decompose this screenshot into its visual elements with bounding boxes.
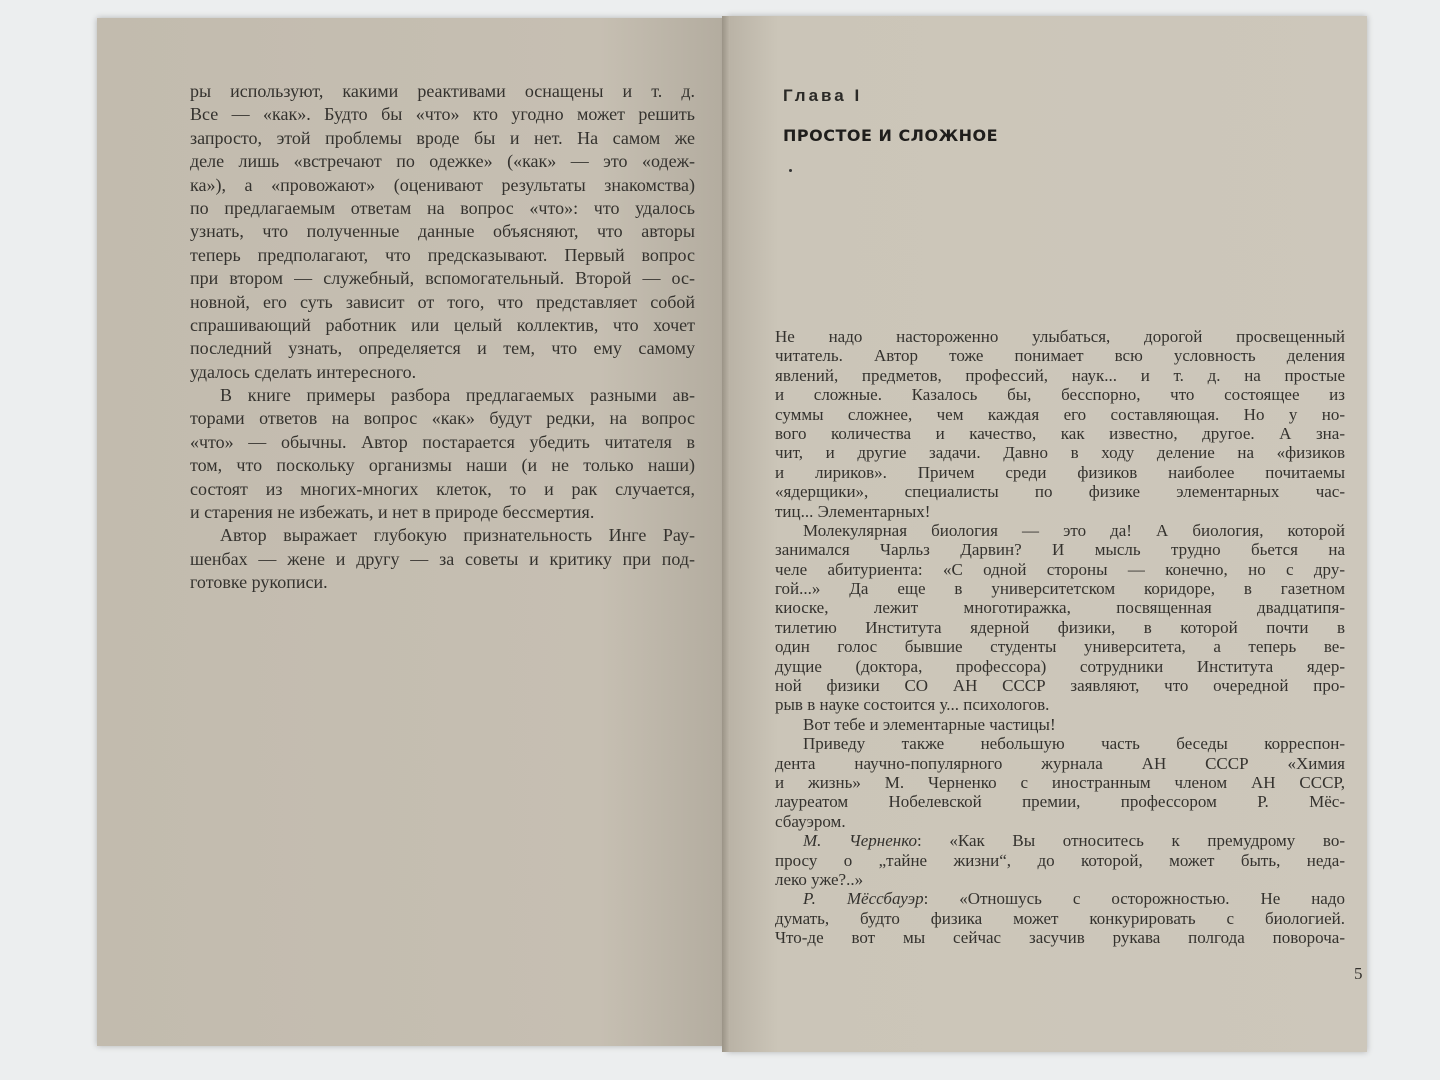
line-text: новной, его суть зависит от того, что представляет собой bbox=[190, 291, 695, 312]
line-text: и лириков». Причем среди физиков наиболее почитаемы bbox=[775, 462, 1345, 482]
line-text: запросто, этой проблемы вроде бы и нет. На самом же bbox=[190, 127, 695, 148]
line-text: один голос бывшие студенты университета, а теперь ве- bbox=[775, 637, 1345, 657]
line-text: спрашивающий работник или целый коллектив, что хочет bbox=[190, 314, 695, 335]
text-line bbox=[775, 831, 1345, 850]
line-text: просу о „тайне жизни“, до которой, может быть, неда- bbox=[775, 850, 1345, 870]
line-text: сбауэром. bbox=[775, 811, 846, 831]
line-text: ной физики СО АН СССР заявляют, что очередной про- bbox=[775, 676, 1345, 696]
text-line bbox=[775, 734, 1345, 753]
line-text: торами ответов на вопрос «как» будут редки, на вопрос bbox=[190, 408, 695, 429]
chapter-label: Глава I bbox=[783, 86, 863, 105]
line-text: «ядерщики», специалисты по физике элементарных час- bbox=[775, 482, 1345, 502]
text-line bbox=[775, 327, 1345, 346]
ink-dot bbox=[789, 169, 792, 172]
text-line bbox=[775, 463, 1345, 482]
text-line bbox=[190, 384, 695, 407]
line-text: киоске, лежит многотиражка, посвященная двадцатипя- bbox=[775, 598, 1345, 618]
text-line bbox=[775, 715, 1345, 734]
text-line bbox=[190, 197, 695, 220]
text-line bbox=[775, 870, 1345, 889]
line-text: чит, и другие задачи. Давно в ходу деление на «физиков bbox=[775, 443, 1345, 463]
speaker-name: М. Черненко bbox=[803, 831, 918, 851]
line-text: Вот тебе и элементарные частицы! bbox=[803, 714, 1056, 734]
line-text: челе абитуриента: «С одной стороны — конечно, но с дру- bbox=[775, 559, 1345, 579]
line-text: том, что поскольку организмы наши (и не только наши) bbox=[190, 455, 695, 476]
book-spine bbox=[722, 16, 730, 1052]
line-text: лауреатом Нобелевской премии, профессором Р. Мёс- bbox=[775, 792, 1345, 812]
text-line bbox=[775, 443, 1345, 462]
line-text: тилетию Института ядерной физики, в которой почти в bbox=[775, 617, 1345, 637]
line-text: леко уже?..» bbox=[775, 869, 864, 889]
page-number: 5 bbox=[1354, 964, 1363, 983]
text-line bbox=[190, 150, 695, 173]
line-text: читатель. Автор тоже понимает всю условность деления bbox=[775, 346, 1345, 366]
text-line bbox=[775, 521, 1345, 540]
text-line bbox=[190, 361, 695, 384]
text-line bbox=[775, 889, 1345, 908]
text-line bbox=[775, 482, 1345, 501]
line-text: : «Отношусь с осторожностью. Не надо bbox=[923, 889, 1345, 909]
line-text: узнать, что полученные данные объясняют, что авторы bbox=[190, 221, 695, 242]
text-line bbox=[775, 637, 1345, 656]
text-line bbox=[775, 909, 1345, 928]
text-line bbox=[775, 851, 1345, 870]
line-text: и жизнь» М. Черненко с иностранным членом АН СССР, bbox=[775, 772, 1345, 792]
line-text: явлений, предметов, профессий, наук... и т. д. на простые bbox=[775, 365, 1345, 385]
line-text: дента научно-популярного журнала АН СССР «Химия bbox=[775, 753, 1345, 773]
line-text: «что» — обычны. Автор постарается убедить читателя в bbox=[190, 431, 695, 452]
text-line bbox=[190, 501, 695, 524]
text-line bbox=[775, 792, 1345, 811]
text-line bbox=[190, 314, 695, 337]
text-line bbox=[190, 291, 695, 314]
text-line bbox=[775, 695, 1345, 714]
line-text: по предлагаемым ответам на вопрос «что»: что удалось bbox=[190, 197, 695, 218]
text-line bbox=[775, 618, 1345, 637]
text-line bbox=[775, 424, 1345, 443]
line-text: Молекулярная биология — это да! А биология, которой bbox=[803, 520, 1345, 540]
text-line bbox=[775, 366, 1345, 385]
line-text: деле лишь «встречают по одежке» («как» — это «одеж- bbox=[190, 151, 695, 172]
line-text: при втором — служебный, вспомогательный. Второй — ос- bbox=[190, 268, 695, 289]
text-line bbox=[775, 540, 1345, 559]
line-text: ры используют, какими реактивами оснащены и т. д. bbox=[190, 81, 695, 101]
line-text: и сложные. Казалось бы, бесспорно, что состоящее из bbox=[775, 385, 1345, 405]
line-text: думать, будто физика может конкурировать с биологией. bbox=[775, 908, 1345, 928]
text-line bbox=[775, 598, 1345, 617]
text-line bbox=[190, 571, 695, 594]
line-text: удалось сделать интересного. bbox=[190, 361, 417, 382]
text-line bbox=[190, 80, 695, 103]
line-text: вого количества и качество, как известно, другое. А зна- bbox=[775, 423, 1345, 443]
text-line bbox=[190, 103, 695, 126]
line-text: занимался Чарльз Дарвин? И мысль трудно бьется на bbox=[775, 540, 1345, 560]
text-line bbox=[190, 478, 695, 501]
line-text: В книге примеры разбора предлагаемых разными ав- bbox=[220, 385, 695, 406]
text-line bbox=[190, 244, 695, 267]
line-text: Все — «как». Будто бы «что» кто угодно может решить bbox=[190, 104, 695, 125]
line-text: и старения не избежать, и нет в природе бессмертия. bbox=[190, 502, 595, 523]
line-text: Что-де вот мы сейчас засучив рукава полгода повороча- bbox=[775, 928, 1345, 948]
text-line bbox=[190, 174, 695, 197]
text-line bbox=[775, 405, 1345, 424]
speaker-name: Р. Мёссбауэр bbox=[803, 889, 924, 909]
chapter-title: ПРОСТОЕ И СЛОЖНОЕ bbox=[783, 126, 999, 145]
text-line bbox=[190, 431, 695, 454]
text-line bbox=[775, 676, 1345, 695]
line-text: рыв в науке состоится у... психологов. bbox=[775, 695, 1050, 715]
text-line bbox=[190, 524, 695, 547]
line-text: ка»), а «провожают» (оценивают результаты знакомства) bbox=[190, 174, 695, 195]
text-line bbox=[775, 560, 1345, 579]
line-text: Автор выражает глубокую признательность Инге Рау- bbox=[220, 525, 695, 546]
line-text: Приведу также небольшую часть беседы корреспон- bbox=[803, 734, 1345, 754]
right-page-text bbox=[775, 327, 1345, 948]
text-line bbox=[190, 127, 695, 150]
text-line bbox=[190, 220, 695, 243]
line-text: состоят из многих-многих клеток, то и рак случается, bbox=[190, 478, 695, 499]
line-text: шенбах — жене и другу — за советы и критику при под- bbox=[190, 548, 695, 569]
line-text: последний узнать, определяется и тем, что ему самому bbox=[190, 338, 695, 359]
line-text: теперь предполагают, что предсказывают. Первый вопрос bbox=[190, 244, 695, 265]
text-line bbox=[775, 502, 1345, 521]
line-text: готовке рукописи. bbox=[190, 572, 328, 593]
text-line bbox=[190, 454, 695, 477]
text-line bbox=[775, 579, 1345, 598]
text-line bbox=[775, 773, 1345, 792]
text-line bbox=[775, 928, 1345, 947]
text-line bbox=[190, 407, 695, 430]
line-text: суммы сложнее, чем каждая его составляющая. Но у но- bbox=[775, 404, 1345, 424]
text-line bbox=[775, 754, 1345, 773]
text-line bbox=[190, 267, 695, 290]
text-line bbox=[190, 337, 695, 360]
text-line bbox=[190, 548, 695, 571]
text-line bbox=[775, 812, 1345, 831]
text-line bbox=[775, 346, 1345, 365]
text-line bbox=[775, 385, 1345, 404]
left-page-text bbox=[190, 80, 695, 595]
line-text: тиц... Элементарных! bbox=[775, 501, 931, 521]
line-text: : «Как Вы относитесь к премудрому во- bbox=[917, 831, 1345, 851]
line-text: Не надо настороженно улыбаться, дорогой просвещенный bbox=[775, 327, 1345, 346]
line-text: дущие (доктора, профессора) сотрудники Института ядер- bbox=[775, 656, 1345, 676]
line-text: гой...» Да еще в университетском коридоре, в газетном bbox=[775, 579, 1345, 599]
text-line bbox=[775, 657, 1345, 676]
